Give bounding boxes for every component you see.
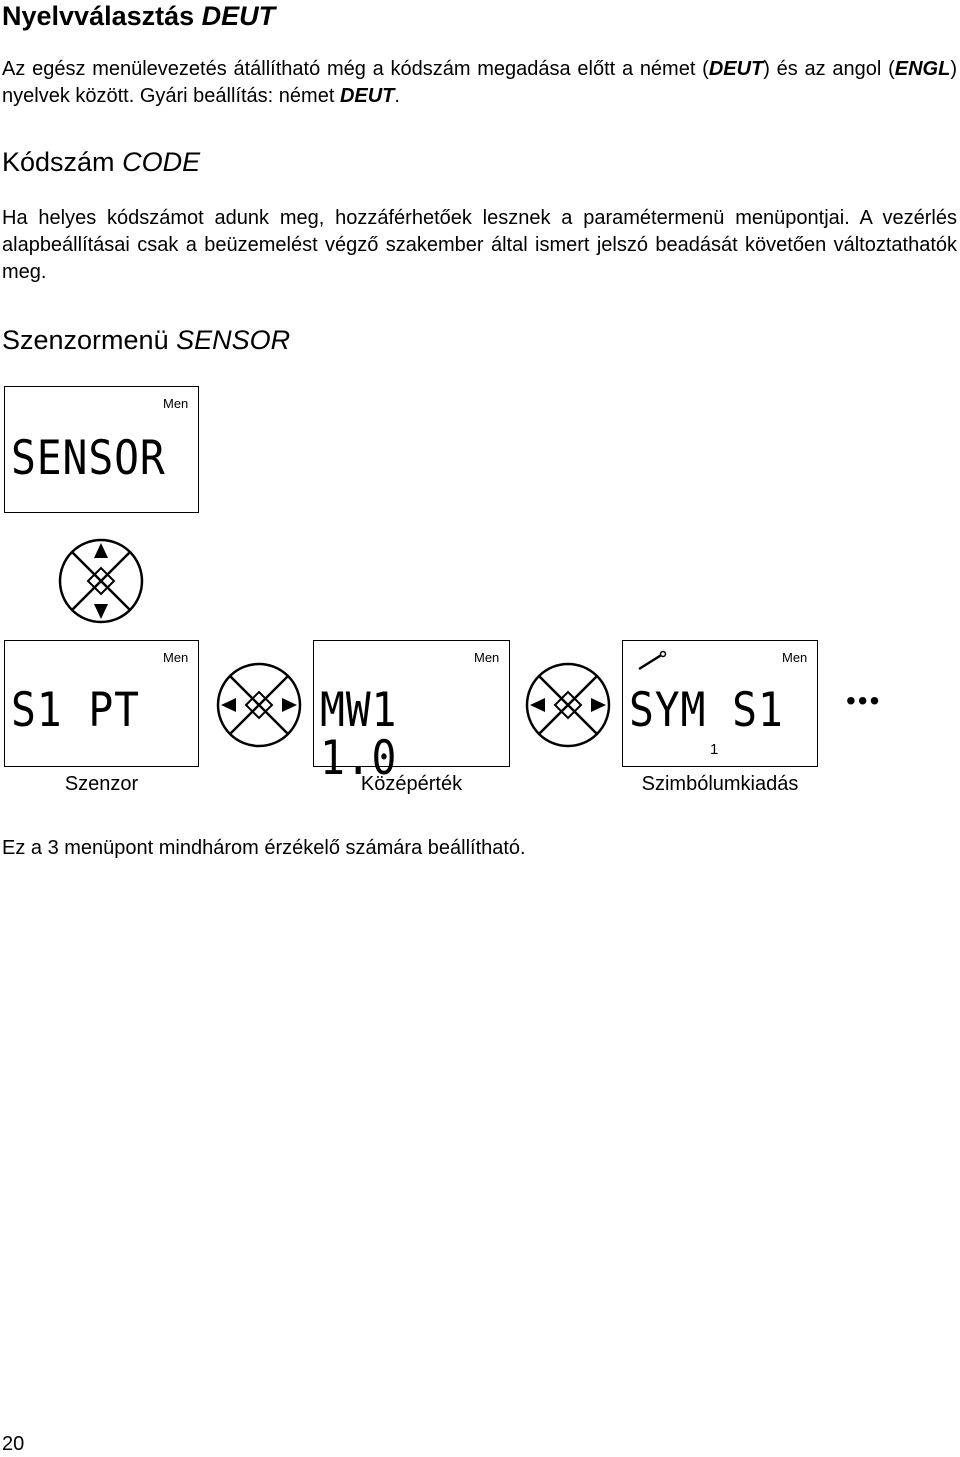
language-text-1: Az egész menülevezetés átállítható még a kódszám megadása előtt a német (: [2, 58, 709, 80]
code-deut-2: DEUT: [339, 85, 395, 107]
language-text-4: .: [394, 85, 400, 107]
heading-language: [2, 0, 275, 32]
lcd-display-sensor: [4, 386, 199, 513]
heading-sensor: [2, 324, 290, 356]
heading-language-code: DEUT: [201, 1, 276, 31]
language-text-2: ) és az angol (: [763, 58, 895, 80]
left-right-nav-button[interactable]: [216, 662, 302, 748]
up-down-nav-button[interactable]: [58, 538, 144, 624]
more-indicator: •••: [846, 685, 882, 716]
caption-szimbolumkiadas: Szimbólumkiadás: [641, 773, 799, 795]
menu-indicator: Men: [163, 650, 189, 665]
footer-text: Ez a 3 menüpont mindhárom érzékelő számára beállítható.: [2, 837, 526, 859]
lcd-text: S1 PT: [11, 683, 140, 738]
heading-code: [2, 146, 200, 178]
code-engl: ENGL: [894, 58, 951, 80]
menu-indicator: Men: [782, 650, 808, 665]
lcd-display-sym: [622, 640, 818, 767]
lcd-text: SENSOR: [11, 431, 166, 486]
language-paragraph: [2, 56, 957, 110]
lcd-text: MW1 1.0: [320, 683, 398, 786]
lcd-text: SYM S1: [629, 683, 784, 738]
page-number: 20: [2, 1433, 25, 1455]
code-paragraph: Ha helyes kódszámot adunk meg, hozzáférhetőek lesznek a paramétermenü menüpontjai. A vezérlés alapbeállításai csak a beüzemelést végző szakember által ismert jelszó beadását követően változtathatók meg.: [2, 207, 957, 283]
heading-code-title: Kódszám: [2, 147, 115, 177]
caption-szenzor: Szenzor: [64, 773, 139, 795]
heading-sensor-title: Szenzormenü: [2, 325, 169, 355]
lcd-display-s1-pt: [4, 640, 199, 767]
wrench-symbol-icon: [637, 651, 667, 671]
menu-indicator: Men: [163, 396, 189, 411]
menu-indicator: Men: [474, 650, 500, 665]
caption-kozepertek: Középérték: [360, 773, 463, 795]
lcd-sub-indicator: 1: [710, 741, 719, 758]
code-deut: DEUT: [708, 58, 764, 80]
heading-code-code: CODE: [122, 147, 201, 177]
language-text-3: ) nyelvek között. Gyári beállítás: német: [2, 58, 957, 107]
heading-language-title: Nyelvválasztás: [2, 1, 195, 31]
heading-sensor-code: SENSOR: [176, 325, 291, 355]
left-right-nav-button-2[interactable]: [525, 662, 611, 748]
